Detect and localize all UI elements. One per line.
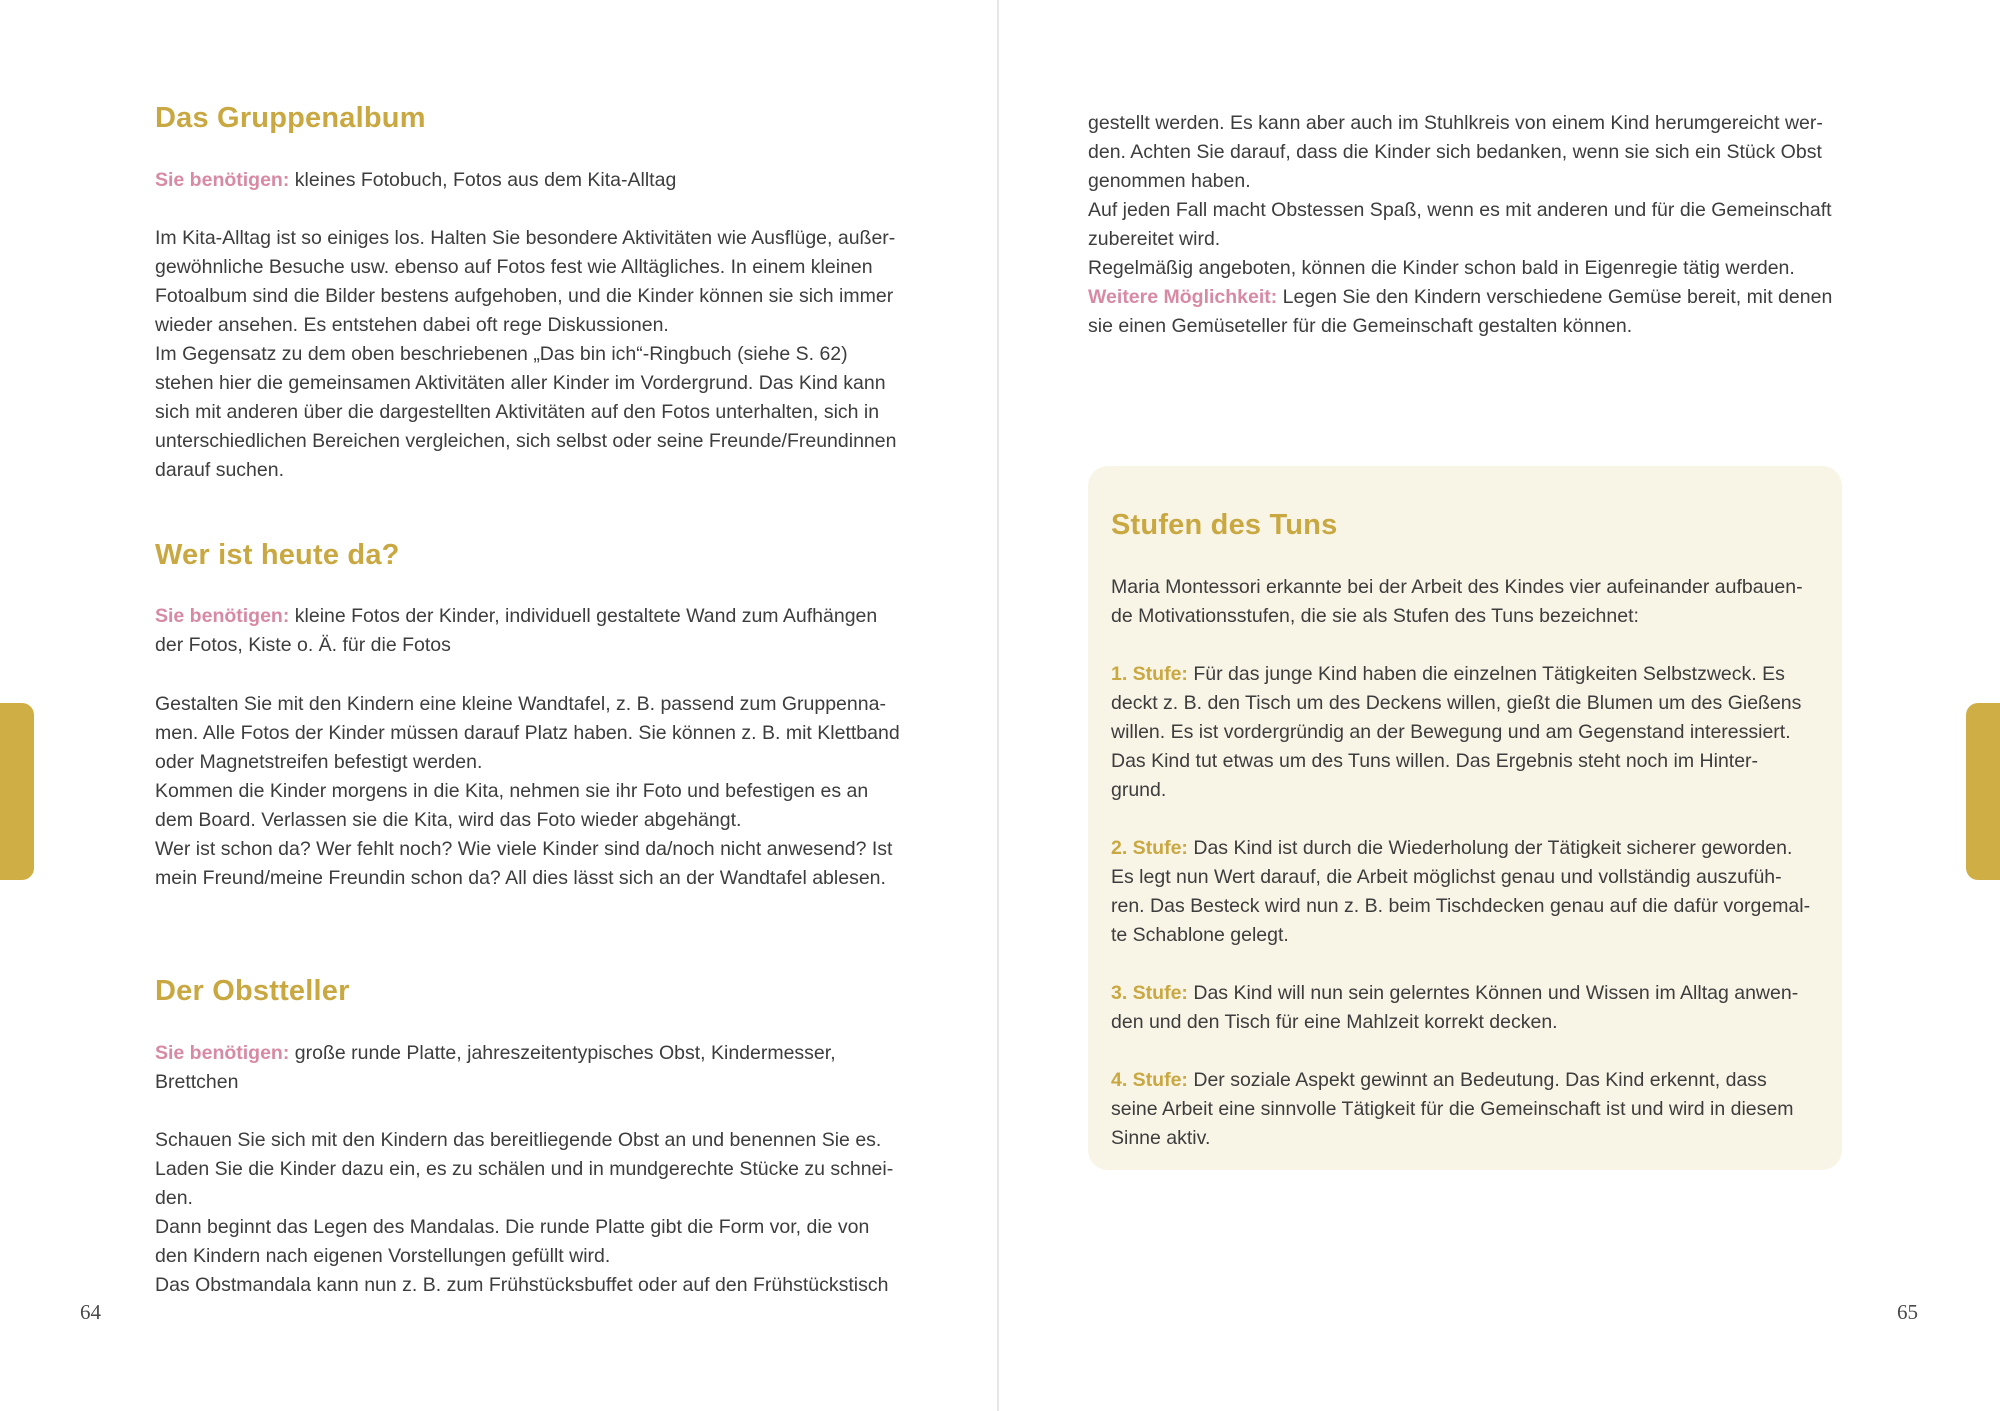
text-line: Kommen die Kinder morgens in die Kita, nehmen sie ihr Foto und befestigen es an <box>155 780 869 802</box>
text-line: Das Kind tut etwas um des Tuns willen. Das Ergebnis steht noch im Hinter- <box>1111 750 1759 772</box>
text-line: deckt z. B. den Tisch um des Deckens willen, gießt die Blumen um des Gießens <box>1111 692 1802 714</box>
body-heute-da <box>155 690 915 893</box>
stufe-text: Das Kind will nun sein gelerntes Können und Wissen im Alltag anwen- <box>1187 982 1799 1004</box>
section-gruppenalbum <box>155 100 915 136</box>
text-line: unterschiedlichen Bereichen vergleichen, sich selbst oder seine Freunde/Freundinnen <box>155 430 897 452</box>
text-line: de Motivationsstufen, die sie als Stufen des Tuns bezeichnet: <box>1111 605 1639 627</box>
text-line: Es legt nun Wert darauf, die Arbeit möglichst genau und vollständig auszufüh- <box>1111 866 1782 888</box>
needs-text: der Fotos, Kiste o. Ä. für die Fotos <box>155 634 451 656</box>
info-box-intro <box>1111 573 1821 631</box>
info-box-title: Stufen des Tuns <box>1111 509 1338 541</box>
body-gruppenalbum <box>155 224 915 485</box>
needs-text: Brettchen <box>155 1071 239 1093</box>
text-line: willen. Es ist vordergründig an der Bewegung und am Gegenstand interessiert. <box>1111 721 1791 743</box>
stufe-text: Der soziale Aspekt gewinnt an Bedeutung. Das Kind erkennt, dass <box>1187 1069 1767 1091</box>
text-line: Laden Sie die Kinder dazu ein, es zu schälen und in mundgerechte Stücke zu schnei- <box>155 1158 894 1180</box>
text-line: Auf jeden Fall macht Obstessen Spaß, wenn es mit anderen und für die Gemeinschaft <box>1088 199 1832 221</box>
info-box-stufen <box>1088 466 1842 1170</box>
text-line: Fotoalbum sind die Bilder bestens aufgehoben, und die Kinder können sie sich immer <box>155 285 894 307</box>
section-heute-da <box>155 537 915 573</box>
text-line: gewöhnliche Besuche usw. ebenso auf Fotos fest wie Alltägliches. In einem kleinen <box>155 256 873 278</box>
chapter-tab-right <box>1966 703 2000 880</box>
needs-obstteller <box>155 1039 915 1097</box>
text-line: Im Kita-Alltag ist so einiges los. Halten Sie besondere Aktivitäten wie Ausflüge, außer- <box>155 227 896 249</box>
needs-label: Sie benötigen: <box>155 605 290 627</box>
needs-text: große runde Platte, jahreszeitentypisches Obst, Kindermesser, <box>289 1042 836 1064</box>
page-number-right: 65 <box>1897 1300 1918 1324</box>
text-line: den und den Tisch für eine Mahlzeit korrekt decken. <box>1111 1011 1558 1033</box>
text-line: seine Arbeit eine sinnvolle Tätigkeit für die Gemeinschaft ist und wird in diesem <box>1111 1098 1794 1120</box>
section-obstteller <box>155 973 915 1009</box>
text-line: oder Magnetstreifen befestigt werden. <box>155 751 483 773</box>
text-line: wieder ansehen. Es entstehen dabei oft rege Diskussionen. <box>155 314 669 336</box>
section-title-heute-da: Wer ist heute da? <box>155 539 400 571</box>
body-obstteller <box>155 1126 915 1300</box>
text-line: den Kindern nach eigenen Vorstellungen gefüllt wird. <box>155 1245 611 1267</box>
info-box-header <box>1111 507 1821 543</box>
weitere-text: Legen Sie den Kindern verschiedene Gemüse bereit, mit denen <box>1277 286 1833 308</box>
stufe-1 <box>1111 660 1821 805</box>
left-page <box>0 0 997 1411</box>
chapter-tab-left <box>0 703 34 880</box>
text-line: mein Freund/meine Freundin schon da? All dies lässt sich an der Wandtafel ablesen. <box>155 867 886 889</box>
text-line: gestellt werden. Es kann aber auch im Stuhlkreis von einem Kind herumgereicht wer- <box>1088 112 1823 134</box>
weitere-label: Weitere Möglichkeit: <box>1088 286 1278 308</box>
right-page <box>999 0 2000 1411</box>
stufe-label: 1. Stufe: <box>1111 663 1188 685</box>
stufe-4 <box>1111 1066 1821 1153</box>
text-line: grund. <box>1111 779 1167 801</box>
stufe-text: Das Kind ist durch die Wiederholung der Tätigkeit sicherer geworden. <box>1187 837 1793 859</box>
needs-label: Sie benötigen: <box>155 1042 290 1064</box>
stufe-2 <box>1111 834 1821 950</box>
section-title-gruppenalbum: Das Gruppenalbum <box>155 102 426 134</box>
stufe-3 <box>1111 979 1821 1037</box>
stufe-label: 3. Stufe: <box>1111 982 1188 1004</box>
needs-label: Sie benötigen: <box>155 169 290 191</box>
text-line: Wer ist schon da? Wer fehlt noch? Wie viele Kinder sind da/noch nicht anwesend? Ist <box>155 838 893 860</box>
text-line: Das Obstmandala kann nun z. B. zum Frühstücksbuffet oder auf den Frühstückstisch <box>155 1274 889 1296</box>
stufe-label: 4. Stufe: <box>1111 1069 1188 1091</box>
text-line: stehen hier die gemeinsamen Aktivitäten aller Kinder im Vordergrund. Das Kind kann <box>155 372 886 394</box>
text-line: dem Board. Verlassen sie die Kita, wird das Foto wieder abgehängt. <box>155 809 742 831</box>
text-line: Maria Montessori erkannte bei der Arbeit des Kindes vier aufeinander aufbauen- <box>1111 576 1803 598</box>
text-line: darauf suchen. <box>155 459 285 481</box>
obstteller-continuation <box>1088 109 1848 341</box>
needs-text: kleine Fotos der Kinder, individuell gestaltete Wand zum Aufhängen <box>289 605 878 627</box>
text-line: Sinne aktiv. <box>1111 1127 1211 1149</box>
needs-text: kleines Fotobuch, Fotos aus dem Kita-Alltag <box>289 169 677 191</box>
stufe-label: 2. Stufe: <box>1111 837 1188 859</box>
text-line: Im Gegensatz zu dem oben beschriebenen „Das bin ich“-Ringbuch (siehe S. 62) <box>155 343 848 365</box>
text-line: ren. Das Besteck wird nun z. B. beim Tischdecken genau auf die dafür vorgemal- <box>1111 895 1811 917</box>
text-line: te Schablone gelegt. <box>1111 924 1289 946</box>
stufe-text: Für das junge Kind haben die einzelnen Tätigkeiten Selbstzweck. Es <box>1187 663 1785 685</box>
text-line: zubereitet wird. <box>1088 228 1221 250</box>
needs-heute-da <box>155 602 915 660</box>
text-line: sich mit anderen über die dargestellten Aktivitäten auf den Fotos unterhalten, sich in <box>155 401 880 423</box>
text-line: Dann beginnt das Legen des Mandalas. Die runde Platte gibt die Form vor, die von <box>155 1216 870 1238</box>
text-line: Schauen Sie sich mit den Kindern das bereitliegende Obst an und benennen Sie es. <box>155 1129 882 1151</box>
needs-gruppenalbum <box>155 166 915 195</box>
section-title-obstteller: Der Obstteller <box>155 975 350 1007</box>
text-line: den. <box>155 1187 193 1209</box>
text-line: Regelmäßig angeboten, können die Kinder schon bald in Eigenregie tätig werden. <box>1088 257 1795 279</box>
page-number-left: 64 <box>80 1300 101 1324</box>
text-line: Gestalten Sie mit den Kindern eine kleine Wandtafel, z. B. passend zum Gruppenna- <box>155 693 886 715</box>
text-line: genommen haben. <box>1088 170 1251 192</box>
text-line: men. Alle Fotos der Kinder müssen darauf Platz haben. Sie können z. B. mit Klettband <box>155 722 900 744</box>
text-line: den. Achten Sie darauf, dass die Kinder sich bedanken, wenn sie sich ein Stück Obst <box>1088 141 1822 163</box>
weitere-text: sie einen Gemüseteller für die Gemeinschaft gestalten können. <box>1088 315 1633 337</box>
